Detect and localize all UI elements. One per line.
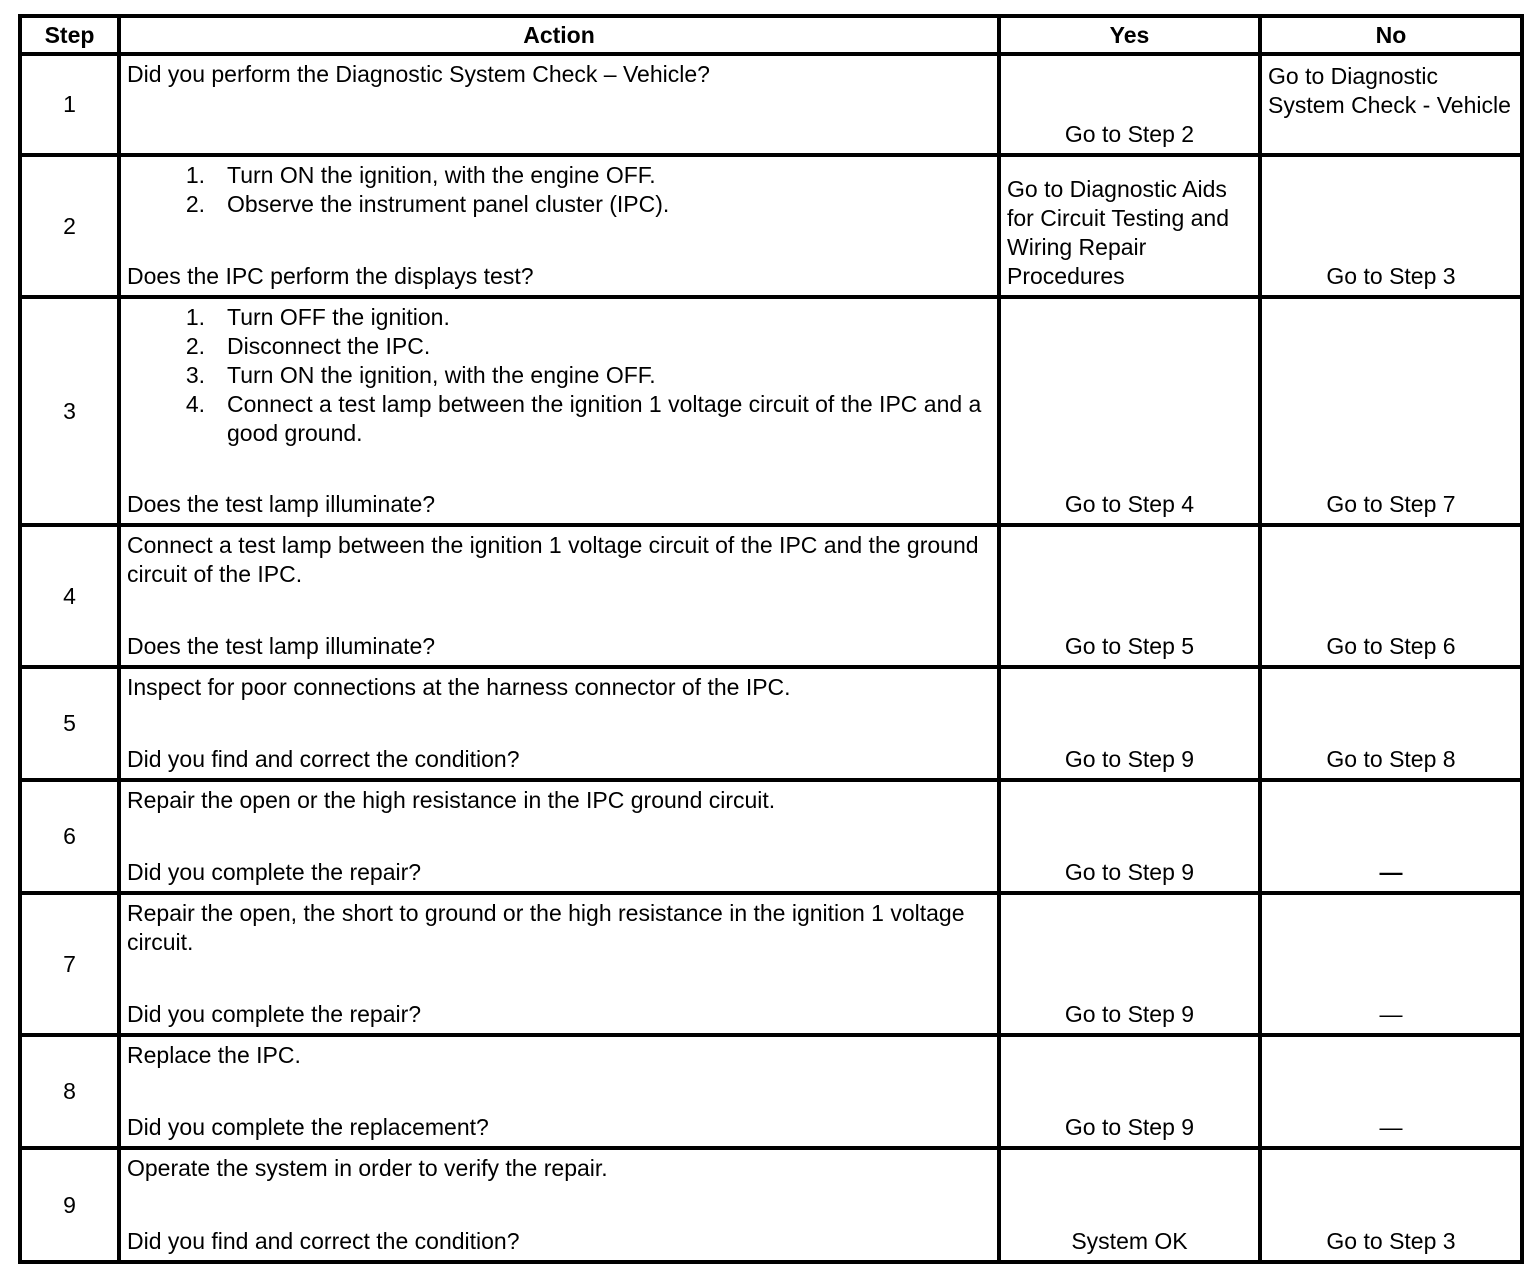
question-text: Did you find and correct the condition? bbox=[127, 1228, 520, 1254]
substep-list bbox=[127, 161, 991, 219]
header-row bbox=[20, 16, 1522, 54]
yes-cell: Go to Step 9 bbox=[999, 780, 1260, 893]
no-cell: Go to Step 3 bbox=[1260, 155, 1522, 297]
action-text: Did you perform the Diagnostic System Check – Vehicle? bbox=[127, 61, 710, 87]
header-no: No bbox=[1260, 16, 1522, 54]
action-cell bbox=[119, 297, 999, 525]
table-row bbox=[20, 54, 1522, 155]
action-text: Repair the open or the high resistance in the IPC ground circuit. bbox=[127, 787, 776, 813]
no-cell: Go to Step 8 bbox=[1260, 667, 1522, 780]
question-text: Did you complete the repair? bbox=[127, 1001, 422, 1027]
no-cell: Go to Diagnostic System Check - Vehicle bbox=[1260, 54, 1522, 155]
yes-cell: Go to Step 5 bbox=[999, 525, 1260, 667]
step-number: 5 bbox=[20, 667, 119, 780]
action-cell bbox=[119, 1148, 999, 1262]
yes-cell: Go to Diagnostic Aids for Circuit Testing and Wiring Repair Procedures bbox=[999, 155, 1260, 297]
table-row bbox=[20, 780, 1522, 893]
action-cell bbox=[119, 667, 999, 780]
header-yes: Yes bbox=[999, 16, 1260, 54]
action-text: Repair the open, the short to ground or the high resistance in the ignition 1 voltage circuit. bbox=[127, 900, 965, 955]
substep: 4. Connect a test lamp between the ignition 1 voltage circuit of the IPC and a good ground. bbox=[185, 391, 982, 446]
substep: 1. Turn ON the ignition, with the engine OFF. bbox=[185, 162, 656, 188]
action-cell bbox=[119, 893, 999, 1035]
no-cell: — bbox=[1260, 893, 1522, 1035]
step-number: 8 bbox=[20, 1035, 119, 1148]
step-number: 3 bbox=[20, 297, 119, 525]
step-number: 6 bbox=[20, 780, 119, 893]
yes-cell: Go to Step 9 bbox=[999, 1035, 1260, 1148]
step-number: 4 bbox=[20, 525, 119, 667]
yes-cell: System OK bbox=[999, 1148, 1260, 1262]
question-text: Does the test lamp illuminate? bbox=[127, 491, 436, 517]
substep: 3. Turn ON the ignition, with the engine OFF. bbox=[185, 362, 656, 388]
table-row bbox=[20, 1148, 1522, 1262]
step-number: 2 bbox=[20, 155, 119, 297]
no-cell: Go to Step 7 bbox=[1260, 297, 1522, 525]
action-text: Connect a test lamp between the ignition 1 voltage circuit of the IPC and the ground circuit of the IPC. bbox=[127, 532, 979, 587]
table-row bbox=[20, 297, 1522, 525]
yes-cell: Go to Step 4 bbox=[999, 297, 1260, 525]
table-row bbox=[20, 893, 1522, 1035]
substep-list bbox=[127, 303, 991, 448]
header-action: Action bbox=[119, 16, 999, 54]
no-cell: — bbox=[1260, 1035, 1522, 1148]
table-row bbox=[20, 1035, 1522, 1148]
action-text: Inspect for poor connections at the harness connector of the IPC. bbox=[127, 674, 791, 700]
action-cell bbox=[119, 1035, 999, 1148]
action-cell bbox=[119, 54, 999, 155]
question-text: Did you find and correct the condition? bbox=[127, 746, 520, 772]
action-text: Replace the IPC. bbox=[127, 1042, 301, 1068]
step-number: 7 bbox=[20, 893, 119, 1035]
diagnostic-table bbox=[18, 14, 1524, 1264]
substep: 2. Observe the instrument panel cluster (IPC). bbox=[185, 191, 670, 217]
no-cell: — bbox=[1260, 780, 1522, 893]
no-cell: Go to Step 6 bbox=[1260, 525, 1522, 667]
action-cell bbox=[119, 155, 999, 297]
step-number: 9 bbox=[20, 1148, 119, 1262]
header-step: Step bbox=[20, 16, 119, 54]
substep: 2. Disconnect the IPC. bbox=[185, 333, 431, 359]
action-cell bbox=[119, 780, 999, 893]
table-row bbox=[20, 525, 1522, 667]
yes-cell: Go to Step 9 bbox=[999, 667, 1260, 780]
action-text: Operate the system in order to verify the repair. bbox=[127, 1155, 608, 1181]
table-row bbox=[20, 155, 1522, 297]
no-cell: Go to Step 3 bbox=[1260, 1148, 1522, 1262]
question-text: Did you complete the replacement? bbox=[127, 1114, 489, 1140]
action-cell bbox=[119, 525, 999, 667]
yes-cell: Go to Step 2 bbox=[999, 54, 1260, 155]
question-text: Does the test lamp illuminate? bbox=[127, 633, 436, 659]
step-number: 1 bbox=[20, 54, 119, 155]
yes-cell: Go to Step 9 bbox=[999, 893, 1260, 1035]
question-text: Did you complete the repair? bbox=[127, 859, 422, 885]
diagnostic-table-container bbox=[18, 14, 1524, 1264]
table-row bbox=[20, 667, 1522, 780]
question-text: Does the IPC perform the displays test? bbox=[127, 263, 534, 289]
substep: 1. Turn OFF the ignition. bbox=[185, 304, 450, 330]
